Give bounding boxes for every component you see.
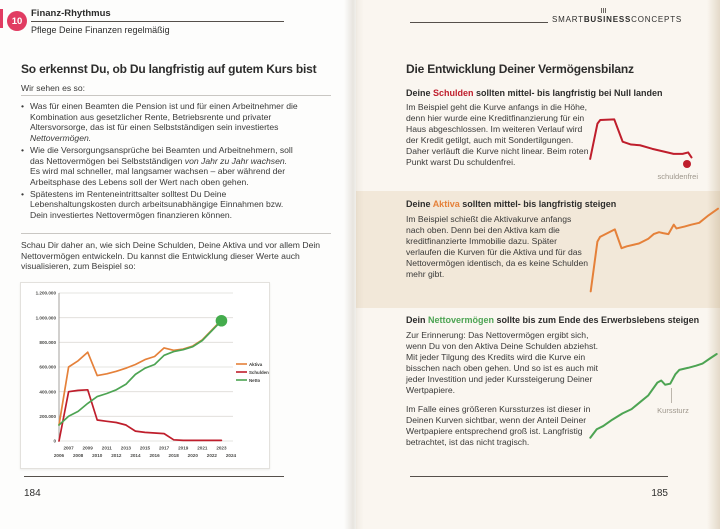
text-segment: Wie die Versorgungsansprüche bei Beamten und Arbeitnehmern, soll das Nettovermögen bei Selbstständigen [30,144,293,166]
right-page-title: Die Entwicklung Deiner Vermögensbilanz [406,62,634,76]
text-segment: sollten mittel- bis langfristig bei Null landen [473,88,663,98]
svg-text:Netto: Netto [249,377,261,383]
bullet-item [21,145,298,188]
chapter-number-badge [7,11,27,31]
left-page-intro: Wir sehen es so: [21,83,85,93]
svg-text:2020: 2020 [187,453,198,458]
bullet-item [21,101,298,144]
svg-text:2024: 2024 [225,453,237,458]
chapter-subtitle: Pflege Deine Finanzen regelmäßig [31,25,170,35]
svg-text:2018: 2018 [168,453,179,458]
line-chart [21,283,269,468]
text-segment: Nettovermögen [428,315,495,325]
chapter-title: Finanz-Rhythmus [31,8,111,19]
svg-text:800.000: 800.000 [39,340,56,346]
nettovermoegen-section-body: Zur Erinnerung: Das Nettovermögen ergibt sich, wenn Du von den Aktiva Deine Schulden abziehst. Mit jeder Tilgung des Kredits wird die Kurve ein bisschen nach oben gehen. Und so ist es auch mit jeder Investition und jeder Kurssteigerung Deiner Wertpapiere. [406,330,599,395]
svg-text:2013: 2013 [120,445,132,451]
wealth-development-chart [20,282,270,469]
nettovermoegen-section-body2: Im Falle eines größeren Kurssturzes ist dieser in Deinen Kurven sichtbar, wenn der Anteil Deiner Wertpapiere entsprechend groß ist. Langfristig betrachtet, ist das nicht tragisch. [406,404,591,447]
brand-part-business: BUSINESS [583,15,632,24]
svg-text:2022: 2022 [206,453,218,458]
text-segment: Aktiva [432,199,460,209]
svg-text:2017: 2017 [158,445,170,451]
schuldenfrei-dot [683,160,691,168]
bullet-item [21,189,298,221]
svg-text:1.000.000: 1.000.000 [35,315,56,321]
svg-text:2008: 2008 [72,453,84,458]
text-segment: Dein [406,315,429,325]
svg-text:2007: 2007 [63,445,74,451]
svg-text:2016: 2016 [149,453,160,458]
aktiva-sparkline [584,204,718,298]
kurssturz-annotation: Kurssturz [657,406,689,415]
header-rule-right [410,22,548,23]
brand-logo [552,15,684,24]
svg-text:400.000: 400.000 [39,389,56,395]
text-segment: sollten mittel- bis langfristig steigen [459,199,617,209]
bullet-list [21,101,298,222]
svg-text:2019: 2019 [178,445,189,451]
svg-text:2009: 2009 [82,445,93,451]
text-segment: von Jahr zu Jahr wachsen. [184,155,288,166]
brand-part-smart: SMART [552,15,584,24]
svg-text:2011: 2011 [101,445,112,451]
svg-text:600.000: 600.000 [39,364,56,370]
schulden-sparkline [584,97,696,169]
text-segment: Es wird mal schneller, mal langsamer wachsen – aber während der Arbeitsphase des Lebens soll der Wert nach oben gehen. [30,166,286,187]
svg-text:2014: 2014 [130,453,141,458]
divider [21,233,331,234]
svg-text:2012: 2012 [111,453,122,458]
svg-text:2021: 2021 [197,445,208,451]
svg-text:Aktiva: Aktiva [249,361,263,367]
kurssturz-leader-line [671,388,672,403]
chapter-number: 10 [11,15,23,27]
brand-logo-icon [601,8,609,13]
footer-rule-right [410,476,668,477]
page-number-right: 185 [651,488,668,499]
text-segment: Spätestens im Renteneintrittsalter solltest Du Deine Lebenshaltungskosten durch arbeitsunabhängige Einnahmen bzw. Dein investiertes Nettovermögen finanzieren können. [30,188,284,221]
text-segment: Nettovermögen. [30,133,92,144]
aktiva-section-body: Im Beispiel schießt die Aktivakurve anfangs nach oben. Denn bei den Aktiva kam die kreditfinanzierte Immobilie dazu. Später verlaufen die Kurven für die Aktiva und für das Nettovermögen identisch, da es keine Schulden mehr gibt. [406,214,589,279]
svg-text:2015: 2015 [139,445,151,451]
svg-text:2023: 2023 [216,445,227,451]
margin-accent-tick [0,9,3,28]
divider [21,95,331,96]
left-page-closing-paragraph: Schau Dir daher an, wie sich Deine Schulden, Deine Aktiva und vor allem Dein Nettovermögen entwickeln. Du kannst die Entwicklung dieser Werte auch visualisieren, zum Beispiel so: [21,240,321,272]
schulden-section-body: Im Beispiel geht die Kurve anfangs in die Höhe, denn hier wurde eine Kreditfinanzierung für ein Haus abgeschlossen. Im weiteren Verlauf wird der Kredit getilgt, auch mit Sondertilgungen. Daher verläuft die Kurve nicht linear. Beim roten Punkt warst Du schuldenfrei. [406,102,589,167]
schuldenfrei-annotation: schuldenfrei [657,172,698,181]
svg-text:200.000: 200.000 [39,414,56,420]
text-segment: Schulden [433,88,474,98]
svg-text:1.200.000: 1.200.000 [35,290,56,296]
footer-rule-left [24,476,284,477]
left-page-title: So erkennst Du, ob Du langfristig auf gutem Kurs bist [21,62,317,76]
svg-text:0: 0 [53,438,56,444]
svg-text:Schulden: Schulden [249,369,269,375]
text-segment: Deine [406,88,434,98]
brand-part-concepts: CONCEPTS [631,15,683,24]
text-segment: sollte bis zum Ende des Erwerbslebens steigen [494,315,700,325]
svg-text:2010: 2010 [92,453,103,458]
header-rule-left [31,21,284,22]
text-segment: Deine [406,199,433,209]
page-number-left: 184 [24,488,41,499]
svg-text:2006: 2006 [53,453,65,458]
text-segment: Was für einen Beamten die Pension ist und für einen Arbeitnehmer die Kombination aus gesetzlicher Rente, Betriebsrente und privater Altersvorsorge, das ist für einen Selbstständigen sein investiertes [30,101,298,133]
nettovermoegen-section-heading [406,315,699,325]
